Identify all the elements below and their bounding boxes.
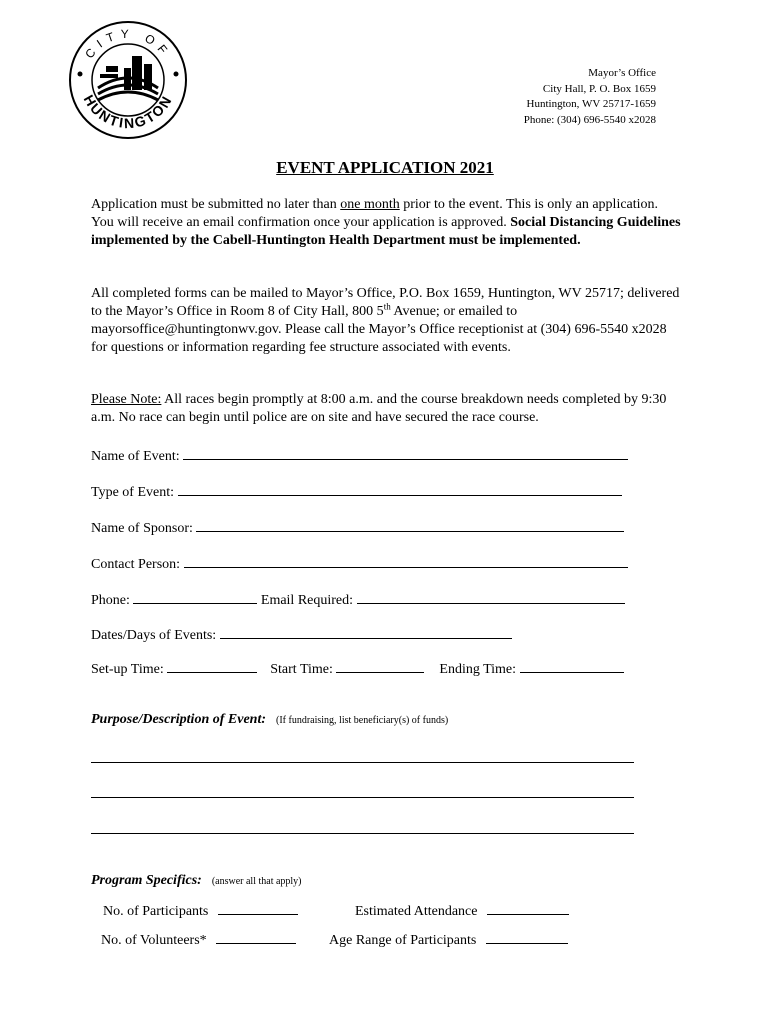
field-contact-person <box>91 553 628 573</box>
name-of-event-input[interactable] <box>183 445 628 460</box>
field-label: Dates/Days of Events: <box>91 628 217 643</box>
text: Avenue; or emailed to mayorsoffice@huntingtonwv.gov. Please call the Mayor’s Office receptionist at (304) 696-5540 x2028 for questions or information regarding fee structure associated with events. <box>91 304 667 355</box>
field-label: Ending Time: <box>439 662 517 677</box>
field-phone-email <box>91 589 625 609</box>
text: Application must be submitted no later than <box>91 197 341 212</box>
setup-time-input[interactable] <box>167 658 257 673</box>
address-line: Mayor’s Office <box>588 67 656 79</box>
field-type-of-event <box>91 481 622 501</box>
field-label: Type of Event: <box>91 485 174 500</box>
field-label: Name of Event: <box>91 449 180 464</box>
volunteers-input[interactable] <box>216 929 296 944</box>
office-address <box>524 66 656 128</box>
field-label: Start Time: <box>270 662 333 677</box>
svg-text:HUNTINGTON: HUNTINGTON <box>80 91 176 132</box>
note-label: Please Note: <box>91 392 162 407</box>
phone-input[interactable] <box>133 589 257 604</box>
purpose-heading <box>91 712 448 728</box>
field-times <box>91 658 624 678</box>
address-line: City Hall, P. O. Box 1659 <box>542 82 656 95</box>
purpose-line-1[interactable] <box>91 762 634 763</box>
attendance-input[interactable] <box>487 900 569 915</box>
section-note: (If fundraising, list beneficiary(s) of funds) <box>276 715 449 726</box>
address-line: Phone: (304) 696-5540 x2028 <box>523 113 656 126</box>
field-label: Email Required: <box>260 593 354 608</box>
address-line: Huntington, WV 25717-1659 <box>526 98 656 110</box>
purpose-line-3[interactable] <box>91 833 634 834</box>
end-time-input[interactable] <box>520 658 624 673</box>
sponsor-input[interactable] <box>196 517 624 532</box>
field-label: No. of Volunteers* <box>101 933 207 948</box>
email-input[interactable] <box>357 589 625 604</box>
dates-input[interactable] <box>220 624 512 639</box>
field-label: Name of Sponsor: <box>91 521 193 536</box>
age-range-input[interactable] <box>486 929 568 944</box>
start-time-input[interactable] <box>336 658 424 673</box>
section-label: Program Specifics: <box>91 873 202 888</box>
volunteers-row <box>101 929 296 949</box>
participants-row <box>103 900 298 920</box>
field-dates <box>91 624 512 644</box>
race-note <box>91 391 681 427</box>
field-label: No. of Participants <box>103 904 209 919</box>
distancing-notice: Social Distancing Guidelines implemented by the Cabell-Huntington Health Department must be implemented. <box>91 215 681 248</box>
mailing-instructions <box>91 285 681 357</box>
field-label: Set-up Time: <box>91 662 164 677</box>
text: All races begin promptly at 8:00 a.m. and the course breakdown needs completed by 9:30 a.m. No race can begin until police are on site and have secured the race course. <box>91 392 667 425</box>
section-label: Purpose/Description of Event: <box>91 712 266 727</box>
purpose-line-2[interactable] <box>91 797 634 798</box>
submission-instructions <box>91 196 681 250</box>
field-name-of-sponsor <box>91 517 624 537</box>
superscript: th <box>383 301 391 312</box>
deadline-emphasis: one month <box>340 197 400 212</box>
field-label: Contact Person: <box>91 557 181 572</box>
page-title: EVENT APPLICATION 2021 <box>276 158 494 177</box>
field-name-of-event <box>91 445 628 465</box>
city-seal-logo <box>66 18 190 142</box>
field-label: Age Range of Participants <box>329 933 477 948</box>
field-label: Estimated Attendance <box>355 904 478 919</box>
program-heading <box>91 873 302 889</box>
age-range-row <box>329 929 568 949</box>
type-of-event-input[interactable] <box>178 481 622 496</box>
participants-input[interactable] <box>218 900 298 915</box>
section-note: (answer all that apply) <box>211 876 302 887</box>
svg-text:CITY OF: CITY OF <box>82 26 174 62</box>
field-label: Phone: <box>91 593 130 608</box>
text: prior to the event. This is only an application. You will receive an email confirmation once your application is approved. <box>91 197 659 230</box>
attendance-row <box>355 900 569 920</box>
text: All completed forms can be mailed to Mayor’s Office, P.O. Box 1659, Huntington, WV 25717; delivered to the Mayor’s Office in Room 8 of City Hall, 800 5 <box>91 286 680 319</box>
contact-person-input[interactable] <box>184 553 628 568</box>
